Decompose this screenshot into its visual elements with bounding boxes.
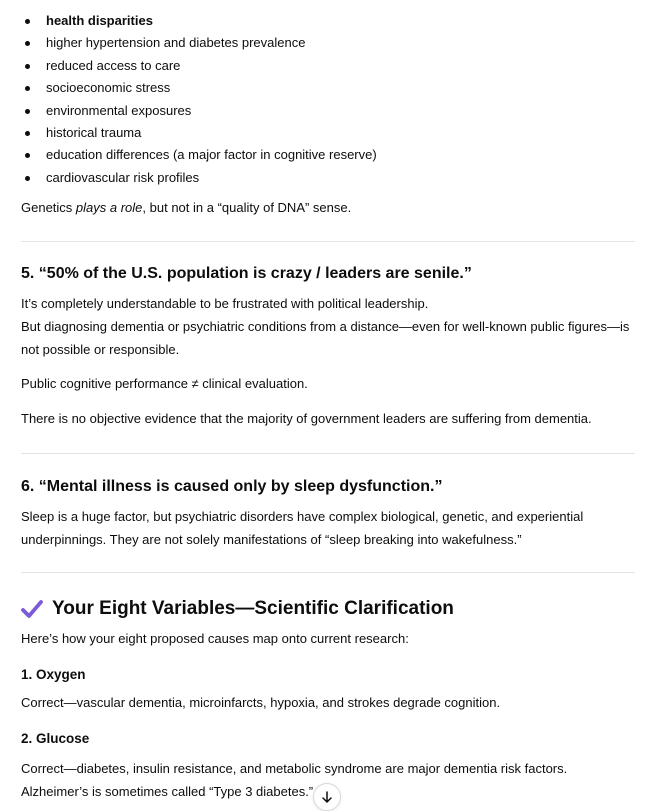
divider xyxy=(21,241,635,242)
arrow-down-icon xyxy=(320,790,334,804)
list-item: higher hypertension and diabetes prevalence xyxy=(21,32,377,54)
section-5-paragraph-2: Public cognitive performance ≠ clinical evaluation. xyxy=(21,376,308,391)
bullet-dot xyxy=(25,41,30,46)
list-item: historical trauma xyxy=(21,122,377,144)
check-mark-icon xyxy=(21,599,43,619)
list-item: reduced access to care xyxy=(21,55,377,77)
list-item: environmental exposures xyxy=(21,100,377,122)
variable-2-text: Correct—diabetes, insulin resistance, and metabolic syndrome are major dementia risk factors. Alzheimer’s is sometimes called “Type 3 diabetes.” xyxy=(21,761,568,799)
variables-heading: Your Eight Variables—Scientific Clarification xyxy=(21,596,454,622)
bullet-dot xyxy=(25,86,30,91)
bullet-dot xyxy=(25,176,30,181)
divider xyxy=(21,572,635,573)
variable-1-text: Correct—vascular dementia, microinfarcts, hypoxia, and strokes degrade cognition. xyxy=(21,695,501,710)
disparities-list xyxy=(21,10,377,189)
list-item: education differences (a major factor in cognitive reserve) xyxy=(21,144,377,166)
scroll-to-bottom-button[interactable] xyxy=(313,783,341,811)
section-5-paragraph-1: It’s completely understandable to be frustrated with political leadership. But diagnosing dementia or psychiatric conditions from a distance—even for well-known public figures—is not possible or responsible. xyxy=(21,296,630,357)
bullet-dot xyxy=(25,19,30,24)
list-item: socioeconomic stress xyxy=(21,77,377,99)
variable-1-title: 1. Oxygen xyxy=(21,667,86,682)
section-5-heading: 5. “50% of the U.S. population is crazy / leaders are senile.” xyxy=(21,265,472,282)
section-6-heading: 6. “Mental illness is caused only by sleep dysfunction.” xyxy=(21,478,443,495)
list-item: health disparities xyxy=(21,10,377,32)
bullet-dot xyxy=(25,131,30,136)
variables-intro: Here’s how your eight proposed causes map onto current research: xyxy=(21,631,409,646)
section-6-paragraph: Sleep is a huge factor, but psychiatric disorders have complex biological, genetic, and experiential underpinnings. They are not solely manifestations of “sleep breaking into wakefulness.” xyxy=(21,509,584,547)
bullet-dot xyxy=(25,109,30,114)
divider xyxy=(21,453,635,454)
list-item: cardiovascular risk profiles xyxy=(21,167,377,189)
section-5-paragraph-3: There is no objective evidence that the majority of government leaders are suffering from dementia. xyxy=(21,411,592,426)
variable-2-title: 2. Glucose xyxy=(21,731,90,746)
genetics-paragraph: Genetics plays a role, but not in a “quality of DNA” sense. xyxy=(21,200,352,215)
bullet-dot xyxy=(25,64,30,69)
bullet-dot xyxy=(25,153,30,158)
